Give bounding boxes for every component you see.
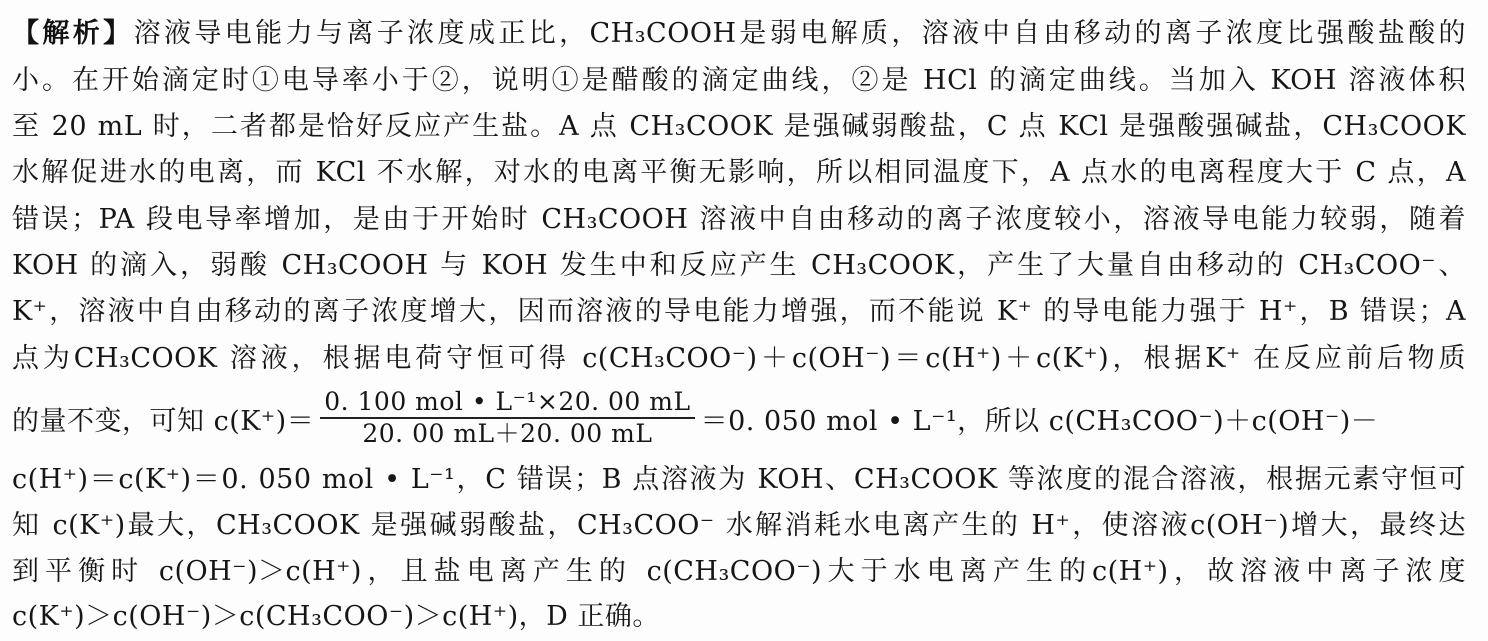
analysis-line-5: 错误；PA 段电导率增加，是由于开始时 CH₃COOH 溶液中自由移动的离子浓度较小，溶液导电能力较弱，随着 (12, 204, 1466, 235)
analysis-line-6: KOH 的滴入，弱酸 CH₃COOH 与 KOH 发生中和反应产生 CH₃COOK，产生了大量自由移动的 CH₃COO⁻、 (12, 250, 1466, 281)
fraction-suffix: ＝0. 050 mol • L⁻¹，所以 c(CH₃COO⁻)＋c(OH⁻)－ (700, 405, 1379, 437)
analysis-line-3: 至 20 mL 时，二者都是恰好反应产生盐。A 点 CH₃COOK 是强碱弱酸盐，C 点 KCl 是强酸强碱盐，CH₃COOK (12, 111, 1466, 142)
analysis-line-1 (12, 14, 1466, 54)
analysis-line-11: 到平衡时 c(OH⁻)＞c(H⁺)，且盐电离产生的 c(CH₃COO⁻)大于水电离产生的c(H⁺)，故溶液中离子浓度 (12, 556, 1466, 587)
analysis-line-10: 知 c(K⁺)最大，CH₃COOK 是强碱弱酸盐，CH₃COO⁻ 水解消耗水电离产生的 H⁺，使溶液c(OH⁻)增大，最终达 (12, 510, 1466, 541)
fraction-prefix: 的量不变，可知 c(K⁺)＝ (12, 405, 315, 437)
analysis-line-2: 小。在开始滴定时①电导率小于②，说明①是醋酸的滴定曲线，②是 HCl 的滴定曲线。当加入 KOH 溶液体积 (12, 65, 1466, 96)
analysis-tag: 【解析】 (12, 18, 134, 49)
analysis-line-9: c(H⁺)＝c(K⁺)＝0. 050 mol • L⁻¹，C 错误；B 点溶液为 KOH、CH₃COOK 等浓度的混合溶液，根据元素守恒可 (12, 464, 1466, 495)
analysis-text-line-1: 溶液导电能力与离子浓度成正比，CH₃COOH是弱电解质，溶液中自由移动的离子浓度比强酸盐酸的 (133, 18, 1466, 49)
fraction-numerator: 0. 100 mol • L⁻¹×20. 00 mL (324, 387, 691, 416)
analysis-line-8: 点为CH₃COOK 溶液，根据电荷守恒可得 c(CH₃COO⁻)＋c(OH⁻)＝c(H⁺)＋c(K⁺)，根据K⁺ 在反应前后物质 (12, 343, 1466, 374)
analysis-line-12: c(K⁺)＞c(OH⁻)＞c(CH₃COO⁻)＞c(H⁺)，D 正确。 (12, 601, 660, 632)
analysis-fraction-line (12, 383, 1378, 453)
analysis-line-4: 水解促进水的电离，而 KCl 不水解，对水的电离平衡无影响，所以相同温度下，A 点水的电离程度大于 C 点，A (12, 157, 1466, 188)
potassium-concentration-fraction (320, 387, 694, 449)
fraction-denominator: 20. 00 mL＋20. 00 mL (362, 419, 653, 448)
analysis-line-7: K⁺，溶液中自由移动的离子浓度增大，因而溶液的导电能力增强，而不能说 K⁺ 的导电能力强于 H⁺，B 错误；A (12, 296, 1466, 327)
